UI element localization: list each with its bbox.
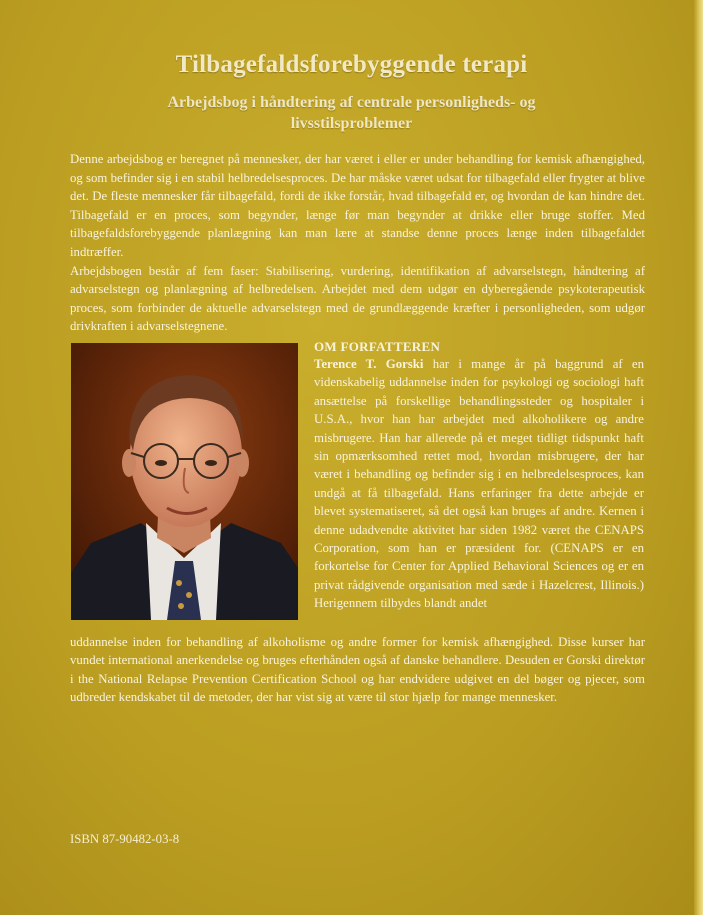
author-bio-side [314,355,644,613]
author-photo [71,343,298,620]
intro-paragraph-2: Arbejdsbogen består af fem faser: Stabilisering, vurdering, identifikation af advarselstegn, håndtering af advarselstegn og planlægning af helbredelsen. Arbejdet med dem udgør en dyberegående psykoterapeutisk proces, som forbinder de aktuelle advarselstegn med de grundlæggende kræfter i personligheden, som udgør drivkraften i advarselstegnene. [70,263,645,334]
page-edge [694,0,703,915]
intro-paragraph-1: Denne arbejdsbog er beregnet på mennesker, der har været i eller er under behandling for kemisk afhængighed, og som befinder sig i en stabil helbredelsesproces. De har måske været udsat for tilbagefald eller frygter at blive det. De fleste mennesker får tilbagefald, fordi de ikke forstår, hvad tilbagefald er, og hvordan de kan hindre det. Tilbagefald er en proces, som begynder, længe før man begynder at drikke eller bruge stoffer. Med tilbagefaldsforebyggende planlægning kan man lære at standse denne proces længe inden tilbagefaldet indtræffer. [70,152,645,259]
about-author-heading: OM FORFATTEREN [314,339,441,354]
author-bio-paragraph [314,355,644,613]
book-subtitle: Arbejdsbog i håndtering af centrale personligheds- og livsstilsproblemer [167,94,536,132]
author-name: Terence T. Gorski [314,357,424,371]
author-bio-continued-text: uddannelse inden for behandling af alkoholisme og andre former for kemisk afhængighed. Disse kurser har vundet international anerkendelse og bruges efterhånden også af danske behandlere. Desuden er Gorski direktør i the National Relapse Prevention Certification School og har endvidere udgivet en del bøger og pjecer, som udbreder kendskabet til de metoder, der har vist sig at være til stor hjælp for mange mennesker. [70,635,645,705]
isbn-number: ISBN 87-90482-03-8 [70,832,180,846]
author-bio-text: har i mange år på baggrund af en videnskabelig uddannelse inden for psykologi og sociologi haft ansættelse på forskellige behandlingssteder og hospitaler i U.S.A., hvor han har arbejdet med alkoholikere og andre misbrugere. Han har allerede på et meget tidligt tidspunkt haft sin opmærksomhed rettet mod, hvordan misbrugere, der har været i behandling og befinder sig i en helbredelsesproces, kan undgå at få tilbagefald. Hans erfaringer fra dette arbejde er blevet systematiseret, så det også kan bruges af andre. Kernen i denne udadvendte aktivitet har siden 1982 været the CENAPS Corporation, som han er præsident for. (CENAPS er en forkortelse for Center for Applied Behavioral Sciences og er en privat rådgivende organisation med sæde i Hazelcrest, Illinois.) Herigennem tilbydes blandt andet [314,357,644,611]
intro-text [70,150,645,336]
author-bio-continued [70,633,645,707]
book-title: Tilbagefaldsforebyggende terapi [175,51,528,78]
